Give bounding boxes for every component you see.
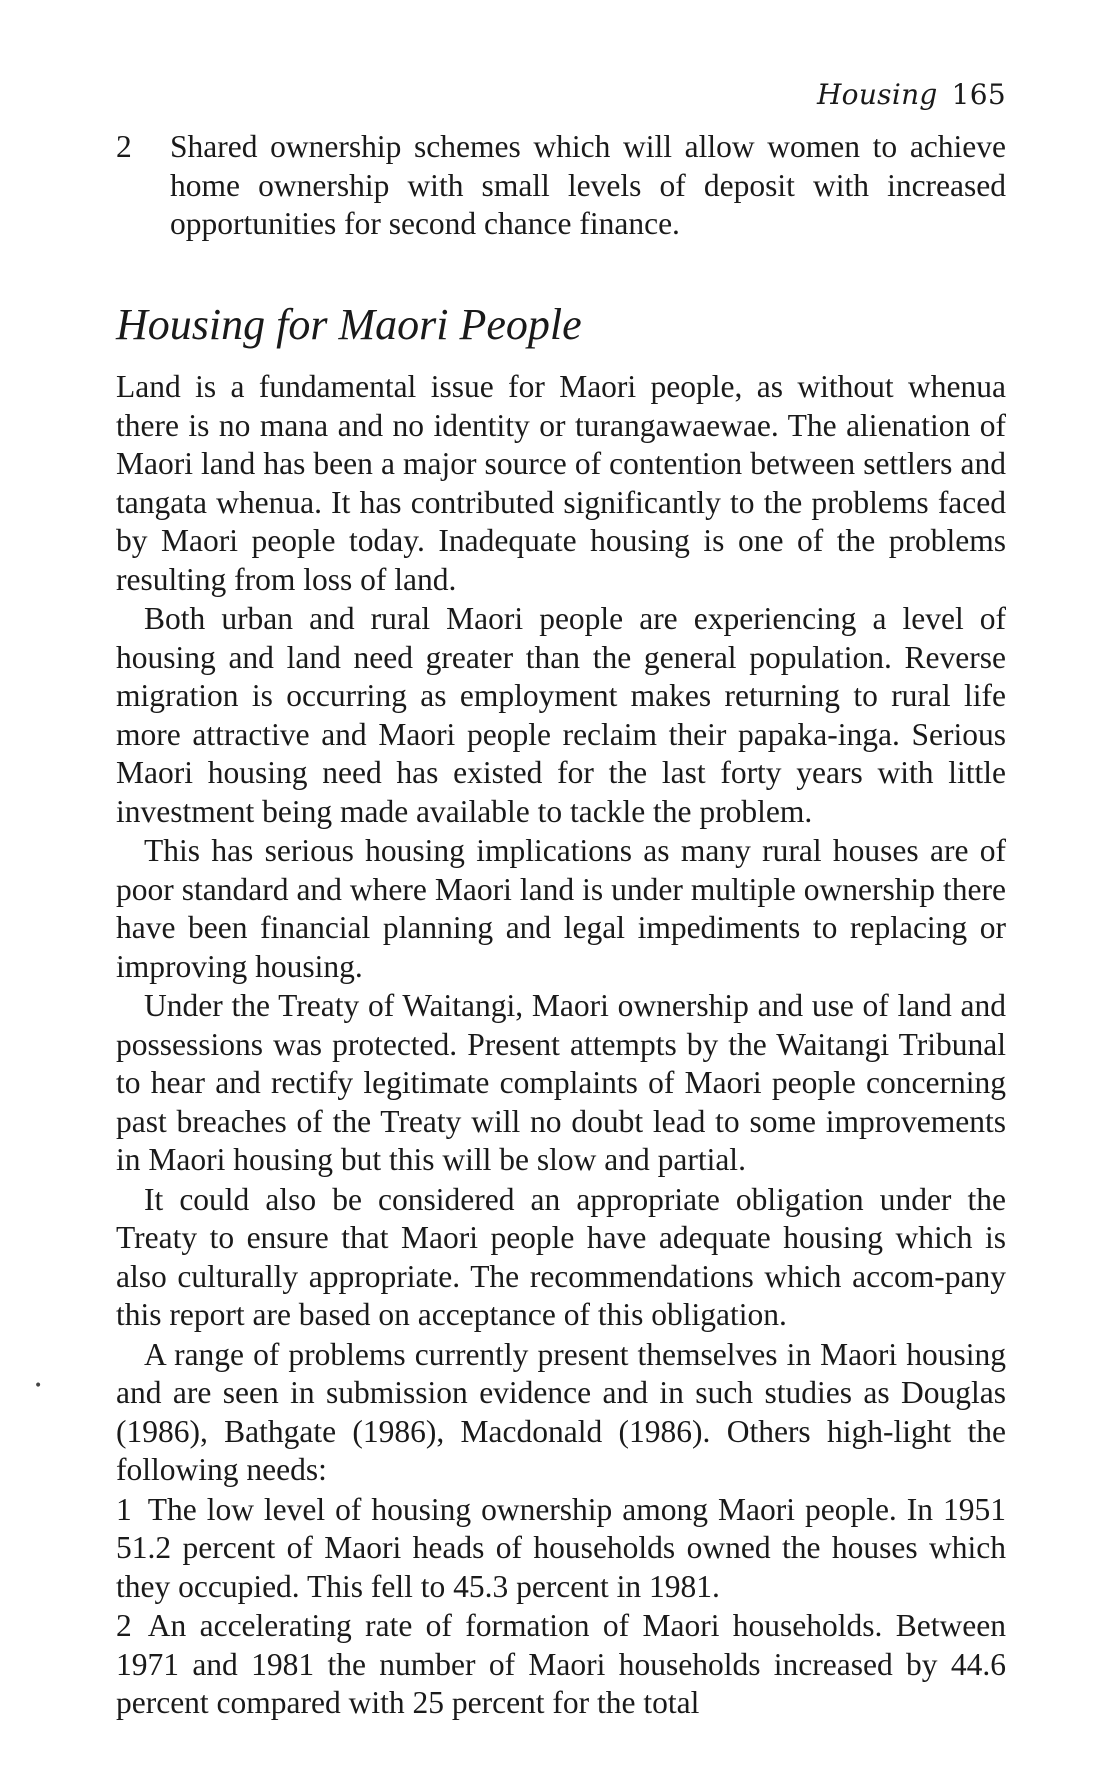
paragraph: A range of problems currently present themselves in Maori housing and are seen in submission evidence and in such studies as Douglas (1986), Bathgate (1986), Macdonald (1986). Others high-light the following needs:: [116, 1336, 1006, 1487]
page-number: 165: [951, 78, 1006, 111]
section-heading: Housing for Maori People: [116, 300, 582, 349]
paragraph: Under the Treaty of Waitangi, Maori ownership and use of land and possessions was protected. Present attempts by the Waitangi Tribunal to hear and rectify legitimate complaints of Maori people concerning past breaches of the Treaty will no doubt lead to some improvements in Maori housing but this will be slow and partial.: [116, 988, 1006, 1177]
list-item-text: An accelerating rate of formation of Maori households. Between 1971 and 1981 the number of Maori households increased by 44.6 percent compared with 25 percent for the total: [116, 1608, 1006, 1720]
list-item: [116, 1491, 1006, 1607]
list-item-number: 2: [116, 1608, 132, 1643]
section-body: [116, 368, 1006, 1724]
paragraph: Land is a fundamental issue for Maori people, as without whenua there is no mana and no identity or turangawaewae. The alienation of Maori land has been a major source of contention between settlers and tangata whenua. It has contributed significantly to the problems faced by Maori people today. Inadequate housing is one of the problems resulting from loss of land.: [116, 369, 1006, 597]
top-list: [116, 128, 1006, 244]
list-item-text: The low level of housing ownership among Maori people. In 1951 51.2 percent of Maori heads of households owned the houses which they occupied. This fell to 45.3 percent in 1981.: [116, 1491, 1006, 1604]
margin-mark: •: [34, 1378, 43, 1394]
running-head: [817, 78, 1006, 111]
list-item: [116, 1607, 1006, 1723]
list-item-text: Shared ownership schemes which will allow women to achieve home ownership with small levels of deposit with increased opportunities for second chance finance.: [170, 129, 1006, 241]
paragraph: This has serious housing implications as many rural houses are of poor standard and where Maori land is under multiple ownership there have been financial planning and legal impediments to replacing or improving housing.: [116, 833, 1006, 984]
list-item: [116, 128, 1006, 244]
paragraph: It could also be considered an appropriate obligation under the Treaty to ensure that Maori people have adequate housing which is also culturally appropriate. The recommendations which accom-pany this report are based on acceptance of this obligation.: [116, 1181, 1006, 1332]
running-head-title: Housing: [816, 78, 938, 111]
paragraph: Both urban and rural Maori people are experiencing a level of housing and land need greater than the general population. Reverse migration is occurring as employment makes returning to rural life more attractive and Maori people reclaim their papaka-inga. Serious Maori housing need has existed for the last forty years with little investment being made available to tackle the problem.: [116, 601, 1006, 829]
list-item-number: 1: [116, 1491, 132, 1527]
list-item-number: 2: [116, 129, 132, 164]
